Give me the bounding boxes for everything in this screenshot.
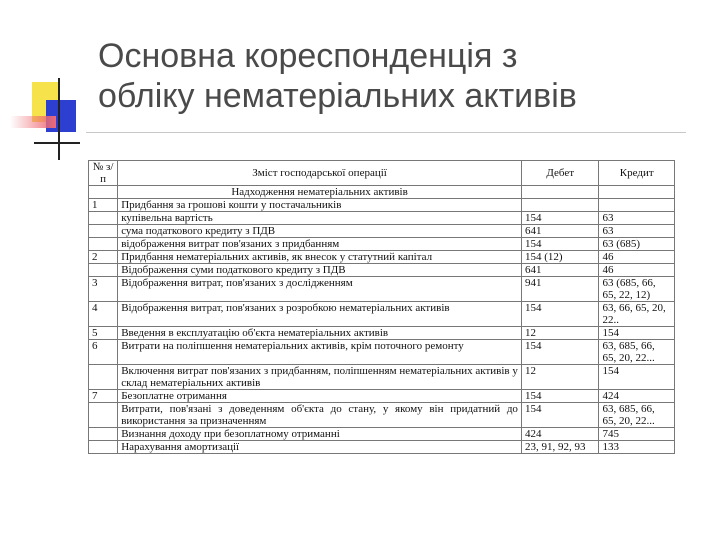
- decor-horizontal-line: [34, 142, 80, 144]
- row-content: Відображення витрат, пов'язаних з розробкою нематеріальних активів: [118, 302, 522, 327]
- row-content: Відображення витрат, пов'язаних з дослідженням: [118, 277, 522, 302]
- title-divider: [86, 132, 686, 133]
- row-num: [89, 403, 118, 428]
- row-credit: [599, 199, 675, 212]
- row-debit: 12: [521, 327, 599, 340]
- header-content: Зміст господарської операції: [118, 161, 522, 186]
- table-row: [89, 212, 675, 225]
- table-row: [89, 340, 675, 365]
- row-debit: 12: [521, 365, 599, 390]
- row-num: 1: [89, 199, 118, 212]
- row-num: [89, 212, 118, 225]
- section-row: [89, 186, 675, 199]
- slide-title: [98, 36, 698, 116]
- row-credit: 63, 685, 66, 65, 20, 22...: [599, 340, 675, 365]
- table-row: [89, 199, 675, 212]
- row-debit: 424: [521, 428, 599, 441]
- row-debit: 941: [521, 277, 599, 302]
- header-credit: Кредит: [599, 161, 675, 186]
- row-content: Включення витрат пов'язаних з придбанням, поліпшенням нематеріальних активів у склад нематеріальних активів: [118, 365, 522, 390]
- table-row: [89, 441, 675, 454]
- row-content: Придбання нематеріальних активів, як внесок у статутний капітал: [118, 251, 522, 264]
- row-num: [89, 428, 118, 441]
- row-content: Безоплатне отримання: [118, 390, 522, 403]
- table-header-row: [89, 161, 675, 186]
- row-content: Витрати на поліпшення нематеріальних активів, крім поточного ремонту: [118, 340, 522, 365]
- table-row: [89, 225, 675, 238]
- row-num: 7: [89, 390, 118, 403]
- table-row: [89, 390, 675, 403]
- row-num: 5: [89, 327, 118, 340]
- row-credit: 63, 66, 65, 20, 22..: [599, 302, 675, 327]
- row-credit: 63 (685): [599, 238, 675, 251]
- row-debit: [521, 199, 599, 212]
- operations-table: [88, 160, 675, 454]
- row-credit: 46: [599, 251, 675, 264]
- table-row: [89, 403, 675, 428]
- row-debit: 641: [521, 225, 599, 238]
- row-num: [89, 225, 118, 238]
- table-row: [89, 251, 675, 264]
- row-debit: 23, 91, 92, 93: [521, 441, 599, 454]
- row-content: Витрати, пов'язані з доведенням об'єкта до стану, у якому він придатний до використання за призначенням: [118, 403, 522, 428]
- row-num: [89, 238, 118, 251]
- row-num: 3: [89, 277, 118, 302]
- row-debit: 154: [521, 390, 599, 403]
- header-num: № з/п: [89, 161, 118, 186]
- row-num: 6: [89, 340, 118, 365]
- row-credit: 745: [599, 428, 675, 441]
- row-content: купівельна вартість: [118, 212, 522, 225]
- row-credit: 63, 685, 66, 65, 20, 22...: [599, 403, 675, 428]
- row-content: Нарахування амортизації: [118, 441, 522, 454]
- row-debit: 154: [521, 340, 599, 365]
- row-credit: 424: [599, 390, 675, 403]
- row-credit: 63: [599, 212, 675, 225]
- table-row: [89, 238, 675, 251]
- row-num: [89, 365, 118, 390]
- table-row: [89, 428, 675, 441]
- row-content: відображення витрат пов'язаних з придбанням: [118, 238, 522, 251]
- row-content: Відображення суми податкового кредиту з ПДВ: [118, 264, 522, 277]
- slide-title-line-1: Основна кореспонденція з: [98, 37, 518, 75]
- row-credit: 154: [599, 327, 675, 340]
- row-content: сума податкового кредиту з ПДВ: [118, 225, 522, 238]
- row-credit: 63: [599, 225, 675, 238]
- table-row: [89, 277, 675, 302]
- table-row: [89, 302, 675, 327]
- row-credit: 46: [599, 264, 675, 277]
- row-num: 4: [89, 302, 118, 327]
- row-credit: 63 (685, 66, 65, 22, 12): [599, 277, 675, 302]
- row-num: 2: [89, 251, 118, 264]
- row-credit: 154: [599, 365, 675, 390]
- row-num: [89, 441, 118, 454]
- table-row: [89, 365, 675, 390]
- slide-title-line-2: обліку нематеріальних активів: [98, 77, 577, 115]
- header-debit: Дебет: [521, 161, 599, 186]
- table-row: [89, 264, 675, 277]
- row-debit: 641: [521, 264, 599, 277]
- table-row: [89, 327, 675, 340]
- row-debit: 154: [521, 403, 599, 428]
- row-debit: 154: [521, 212, 599, 225]
- row-content: Придбання за грошові кошти у постачальників: [118, 199, 522, 212]
- row-credit: 133: [599, 441, 675, 454]
- section-title: Надходження нематеріальних активів: [118, 186, 522, 199]
- row-content: Визнання доходу при безоплатному отриманні: [118, 428, 522, 441]
- row-content: Введення в експлуатацію об'єкта нематеріальних активів: [118, 327, 522, 340]
- decor-vertical-line: [58, 78, 60, 160]
- row-debit: 154: [521, 238, 599, 251]
- decor-red-bar: [10, 116, 56, 128]
- row-num: [89, 264, 118, 277]
- row-debit: 154 (12): [521, 251, 599, 264]
- row-debit: 154: [521, 302, 599, 327]
